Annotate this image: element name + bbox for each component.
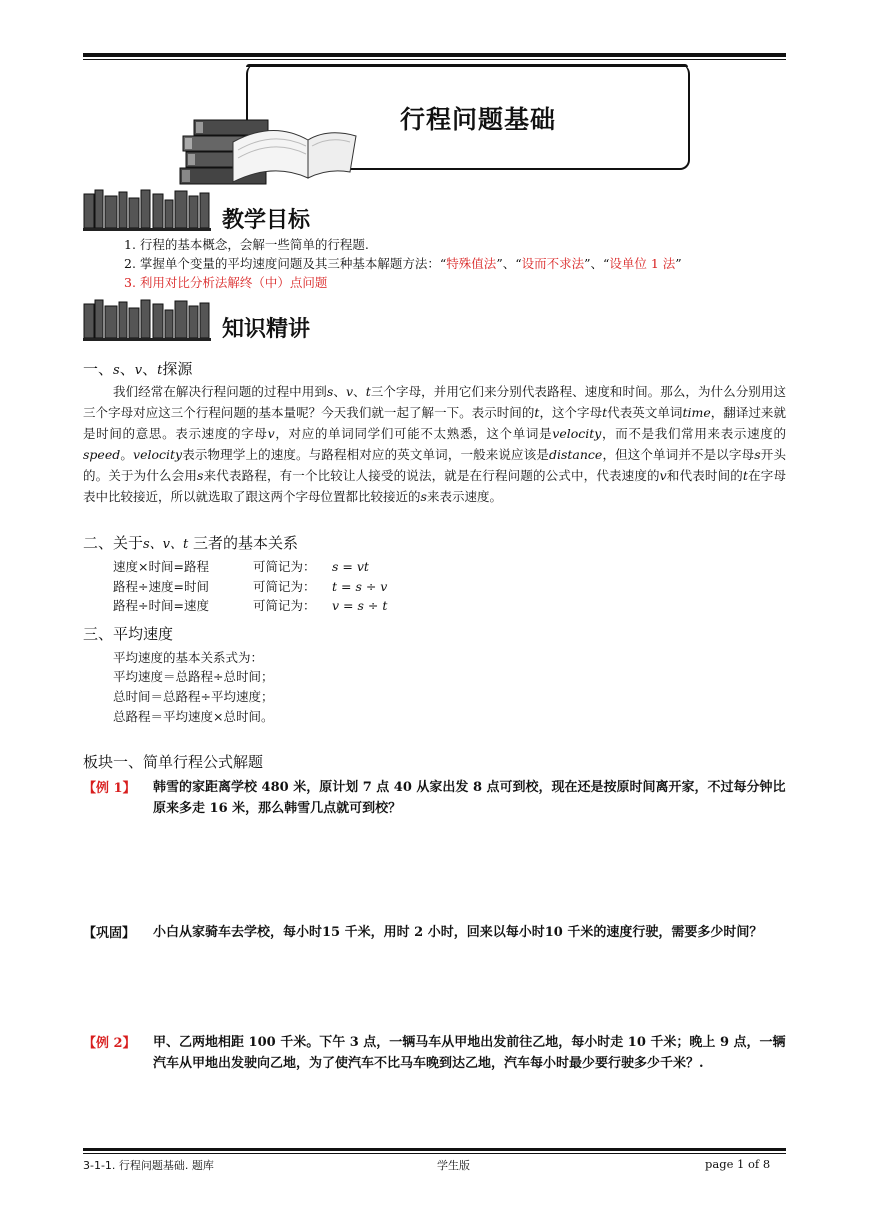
block-1-title: 板块一、简单行程公式解题 [83,753,264,771]
example-2-text: 甲、乙两地相距 100 千米。下午 3 点，一辆马车从甲地出发前往乙地，每小时走 10 千米；晚上 9 点，一辆汽车从甲地出发驶向乙地，为了使汽车不比马车晚到达乙地，汽车每小时最少要行驶多少千米？. [153,1035,786,1071]
p-part: 表示物理学上的速度。与路程相对应的英文单词，一般来说应该是 [182,447,549,462]
consolidate-label: 【巩固】 [83,926,136,941]
goal-3: 3. 利用对比分析法解终（中）点问题 [124,275,328,290]
goal-2-sep1: ”、“ [496,256,522,271]
s1-title-prefix: 一、 [83,360,114,378]
relation-row-2-formula: t = s ÷ v [332,579,388,594]
example-2-label-b: 】 [122,1036,136,1051]
footer-left: 3-1-1. 行程问题基础. 题库 [83,1159,214,1172]
s2-title-prefix: 二、关于 [83,534,144,552]
page-title: 行程问题基础 [400,105,557,134]
top-rule-thin [83,59,786,60]
var-s: s [197,468,204,483]
footer-rule-thick [83,1148,786,1151]
footer-center: 学生版 [437,1159,470,1172]
relation-row-3-formula: v = s ÷ t [332,598,388,613]
example-1-text: 韩雪的家距离学校 480 米，原计划 7 点 40 从家出发 8 点可到校，现在还是按原时间离开家，不过每分钟比原来多走 16 米，那么韩雪几点就可到校？ [153,780,786,816]
s2-title-vars: s、v、t [143,537,189,552]
method-set-not-solve: 设而不求法 [521,256,585,271]
avg-speed-line-4: 总路程＝平均速度×总时间。 [113,709,274,724]
word-speed: speed [83,447,121,462]
method-special-value: 特殊值法 [446,256,497,271]
s1-title-suffix: 探源 [162,360,193,378]
p-part: 。 [120,447,134,462]
s1-var-s: s [113,363,120,378]
p-part: 来代表路程，有一个比较让人接受的说法，就是在行程问题的公式中，代表速度的 [203,468,660,483]
example-1-number: 1 [113,781,123,796]
goal-2-prefix: 2. 掌握单个变量的平均速度问题及其三种基本解题方法：“ [124,256,447,271]
p-part: 代表英文单词 [607,405,683,420]
p-part: 三个字母，并用它们来分别代表路程、速度和时间。那么，为什么分别用这三个字母对应这三个行程问题的基本量呢？今天我们就一起了解一下。表示时间的 [83,384,786,420]
p-dun: 、 [353,384,366,399]
knowledge-heading: 知识精讲 [222,317,311,342]
p-part: 来表示速度。 [426,489,502,504]
var-v: v [267,426,275,441]
title-frame-top [246,64,688,67]
word-time: time [682,405,711,420]
consolidate-text: 小白从家骑车去学校，每小时15 千米，用时 2 小时，回来以每小时10 千米的速度行驶，需要多少时间？ [153,925,763,940]
section-3-title: 三、平均速度 [83,625,174,643]
example-1-label [83,777,136,796]
var-t: t [534,405,540,420]
p-part: 开头的。关于为什么会用 [83,447,786,483]
example-2-label-a: 【例 [83,1036,114,1051]
var-v: v [346,384,354,399]
example-2-label [83,1032,136,1051]
relation-row-3-left: 路程÷时间=速度 [113,598,209,613]
relation-row-1-formula: s = vt [332,559,369,574]
goal-2 [124,255,682,273]
top-rule-thick [83,53,786,57]
relation-row-3-mid: 可简记为： [253,598,316,613]
goals-heading: 教学目标 [222,208,311,233]
bookshelf-icon-2 [83,298,211,342]
var-t: t [742,468,748,483]
p-part: ，而不是我们常用来表示速度的 [601,426,786,441]
method-unit-one: 设单位 1 法 [609,256,676,271]
section-1-title [83,358,192,379]
word-velocity: velocity [552,426,602,441]
word-velocity: velocity [133,447,183,462]
p-part: ，对应的单词同学们可能不太熟悉，这个单词是 [274,426,553,441]
s1-var-v: v [134,363,143,378]
s1-dun-2: 、 [142,360,158,378]
p-dun: 、 [333,384,346,399]
p-part: ，翻译过来就是时间的意思。表示速度的字母 [83,405,786,441]
section-1-paragraph [83,381,786,507]
p-part: 和代表时间的 [666,468,743,483]
var-t: t [365,384,371,399]
p-part: 在字母表中比较接近，所以就选取了跟这两个字母位置都比较接近的 [83,468,786,504]
avg-speed-line-3: 总时间＝总路程÷平均速度； [113,689,274,704]
example-2-number: 2 [113,1036,123,1051]
relation-row-2-mid: 可简记为： [253,579,316,594]
s1-dun-1: 、 [119,360,135,378]
avg-speed-line-2: 平均速度＝总路程÷总时间； [113,669,274,684]
var-s: s [754,447,761,462]
section-2-title [83,532,298,553]
p-part: 我们经常在解决行程问题的过程中用到 [113,384,327,399]
p-part: ，但这个单词并不是以字母 [602,447,755,462]
avg-speed-line-1: 平均速度的基本关系式为： [113,650,264,665]
var-v: v [659,468,667,483]
bookshelf-icon [83,188,211,232]
books-illustration-icon [178,100,358,190]
goal-2-end: ” [675,256,682,271]
var-s: s [420,489,427,504]
word-distance: distance [548,447,603,462]
goal-2-sep2: ”、“ [584,256,610,271]
var-s: s [326,384,334,399]
s1-var-t: t [157,363,163,378]
relation-row-1-mid: 可简记为： [253,559,316,574]
relation-row-1-left: 速度×时间=路程 [113,559,209,574]
var-t: t [602,405,608,420]
example-1-label-b: 】 [122,781,136,796]
s2-title-suffix: 三者的基本关系 [188,534,299,552]
footer-rule-thin [83,1153,786,1154]
example-1-label-a: 【例 [83,781,114,796]
goal-1: 1. 行程的基本概念，会解一些简单的行程题. [124,237,369,252]
p-part: ，这个字母 [539,405,603,420]
relation-row-2-left: 路程÷速度=时间 [113,579,209,594]
footer-page-number: page 1 of 8 [705,1157,771,1171]
